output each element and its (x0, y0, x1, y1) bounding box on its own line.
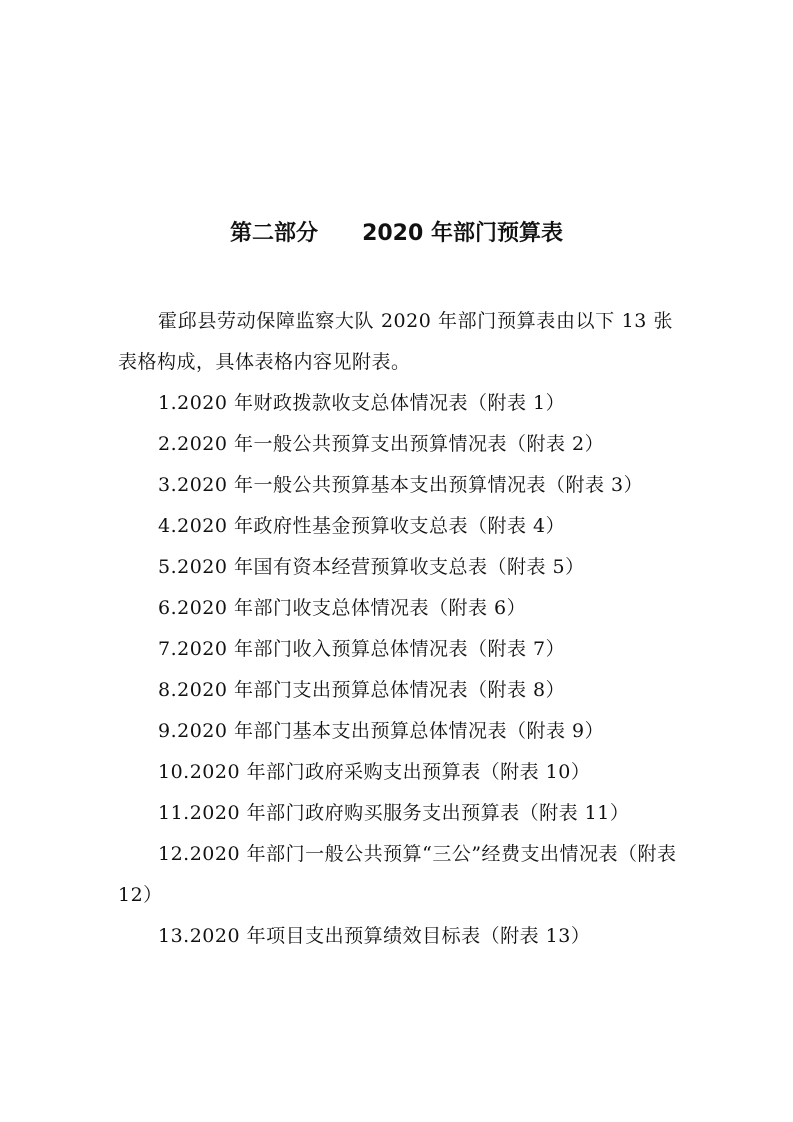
table-list (118, 383, 678, 957)
list-item: 2.2020 年一般公共预算支出预算情况表（附表 2） (158, 433, 605, 455)
list-item: 7.2020 年部门收入预算总体情况表（附表 7） (158, 638, 566, 660)
list-item: 10.2020 年部门政府采购支出预算表（附表 10） (158, 761, 591, 783)
section-title (0, 218, 793, 250)
list-item: 6.2020 年部门收支总体情况表（附表 6） (158, 597, 527, 619)
list-item: 11.2020 年部门政府购买服务支出预算表（附表 11） (158, 802, 630, 824)
list-item: 1.2020 年财政拨款收支总体情况表（附表 1） (158, 392, 566, 414)
intro-paragraph: 霍邱县劳动保障监察大队 2020 年部门预算表由以下 13 张表格构成，具体表格内容见附表。 (118, 310, 673, 373)
list-item: 5.2020 年国有资本经营预算收支总表（附表 5） (158, 556, 585, 578)
list-item: 4.2020 年政府性基金预算收支总表（附表 4） (158, 515, 566, 537)
list-item: 8.2020 年部门支出预算总体情况表（附表 8） (158, 679, 566, 701)
section-title-part: 第二部分 (230, 221, 319, 246)
list-item: 9.2020 年部门基本支出预算总体情况表（附表 9） (158, 720, 605, 742)
list-item: 3.2020 年一般公共预算基本支出预算情况表（附表 3） (158, 474, 644, 496)
list-item: 13.2020 年项目支出预算绩效目标表（附表 13） (158, 925, 591, 947)
list-item: 12.2020 年部门一般公共预算“三公”经费支出情况表（附表 12） (118, 843, 677, 906)
section-title-main: 2020 年部门预算表 (362, 221, 563, 246)
